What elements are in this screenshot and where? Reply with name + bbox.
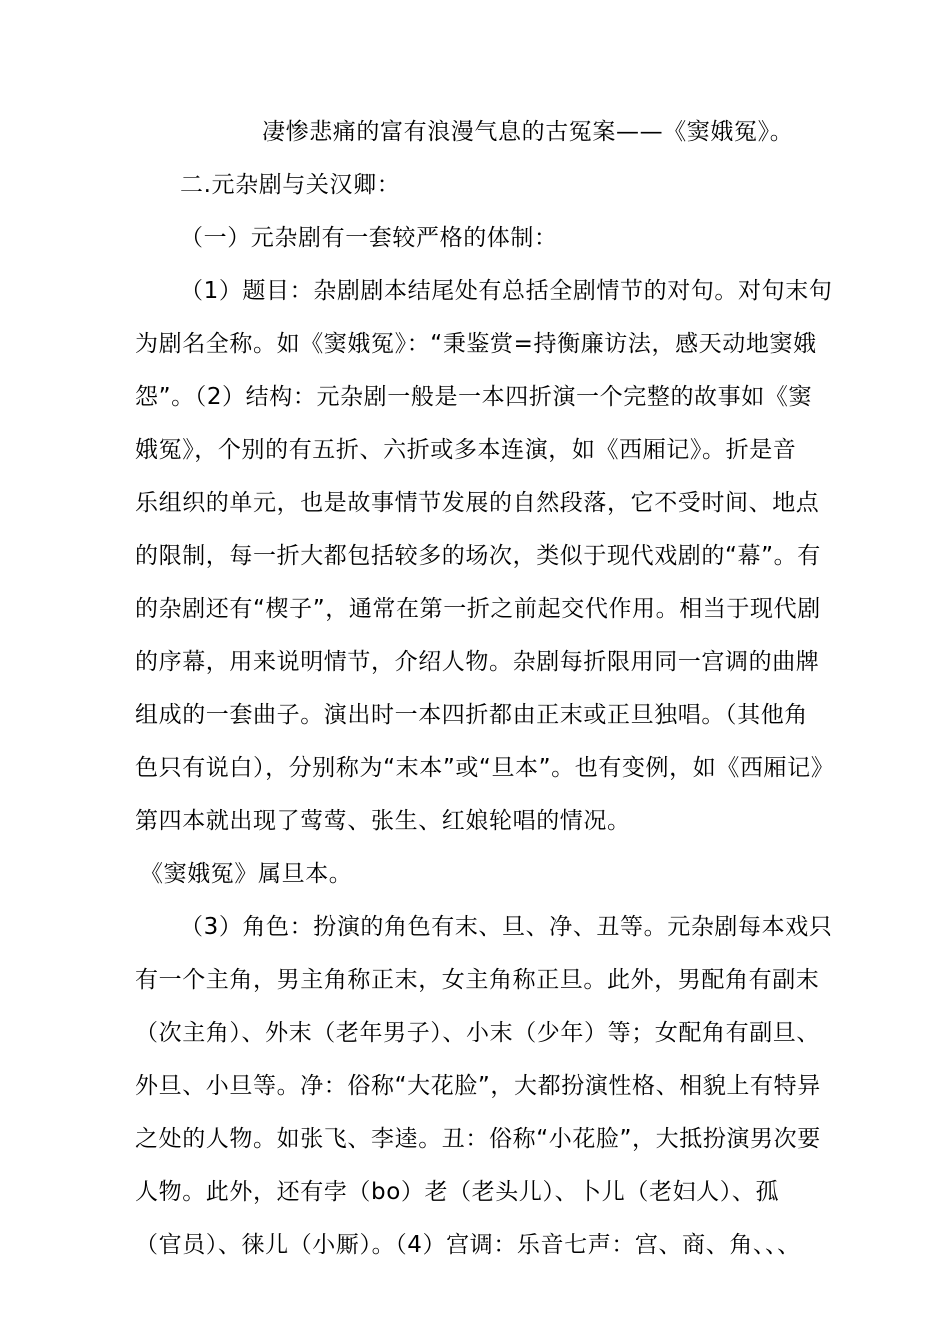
text-line: 外旦、小旦等。净：俗称“大花脸”，大都扮演性格、相貌上有特异 <box>135 1073 821 1099</box>
text-line: 的限制，每一折大都包括较多的场次，类似于现代戏剧的“幕”。有 <box>135 543 821 569</box>
text-line: 娥冤》，个别的有五折、六折或多本连演，如《西厢记》。折是音 <box>135 437 797 463</box>
subsection-heading: （一）元杂剧有一套较严格的体制： <box>180 225 558 251</box>
text-line: 《窦娥冤》属旦本。 <box>140 861 353 887</box>
text-line: 为剧名全称。如《窦娥冤》：“秉鉴赏=持衡廉访法，感天动地窦娥 <box>135 331 817 357</box>
text-line: （次主角）、外末（老年男子）、小末（少年）等；女配角有副旦、 <box>135 1020 820 1046</box>
text-line: 色只有说白），分别称为“末本”或“旦本”。也有变例，如《西厢记》 <box>135 755 835 781</box>
text-line: 的序幕，用来说明情节，介绍人物。杂剧每折限用同一宫调的曲牌 <box>135 649 820 675</box>
text-line: 乐组织的单元，也是故事情节发展的自然段落，它不受时间、地点 <box>135 490 820 516</box>
text-line: 第四本就出现了莺莺、张生、红娘轮唱的情况。 <box>135 808 631 834</box>
text-line: 凄惨悲痛的富有浪漫气息的古冤案——《窦娥冤》。 <box>262 119 794 145</box>
text-line: 有一个主角，男主角称正末，女主角称正旦。此外，男配角有副末 <box>135 967 820 993</box>
text-line: （3）角色：扮演的角色有末、旦、净、丑等。元杂剧每本戏只 <box>180 914 833 940</box>
text-line: 之处的人物。如张飞、李逵。丑：俗称“小花脸”，大抵扮演男次要 <box>135 1126 821 1152</box>
text-line: 怨”。（2）结构：元杂剧一般是一本四折演一个完整的故事如《窦 <box>135 384 813 410</box>
text-line: 组成的一套曲子。演出时一本四折都由正末或正旦独唱。（其他角 <box>135 702 808 728</box>
text-line: （官员）、徕儿（小厮）。（4）宫调：乐音七声：宫、商、角、、、 <box>135 1232 801 1258</box>
section-heading: 二.元杂剧与关汉卿： <box>180 172 401 198</box>
text-line: （1）题目：杂剧剧本结尾处有总括全剧情节的对句。对句末句 <box>180 278 833 304</box>
text-line: 人物。此外，还有孛（bo）老（老头儿）、卜儿（老妇人）、孤 <box>135 1179 780 1205</box>
text-line: 的杂剧还有“楔子”，通常在第一折之前起交代作用。相当于现代剧 <box>135 596 821 622</box>
